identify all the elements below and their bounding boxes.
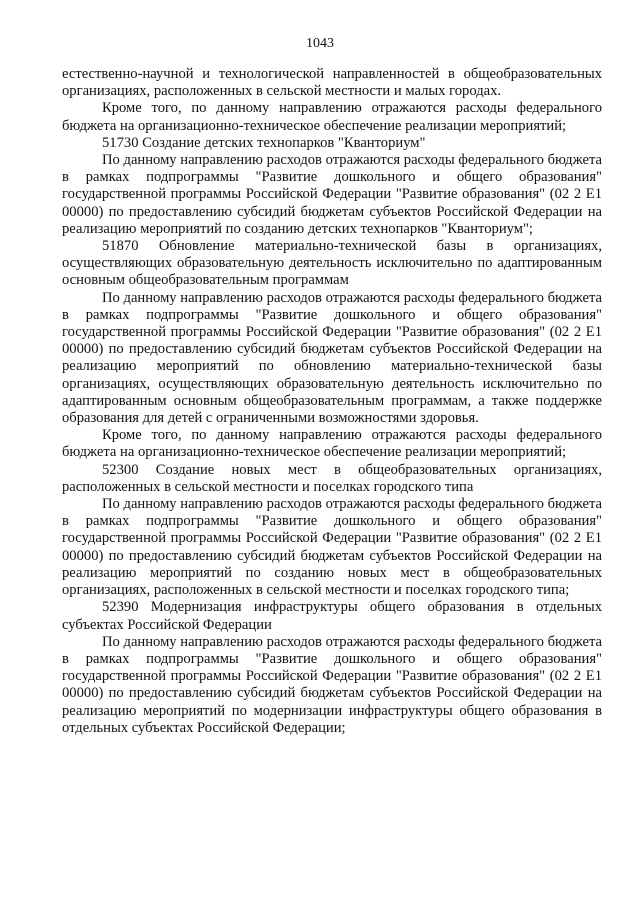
paragraph-51730-description: По данному направлению расходов отражаются расходы федерального бюджета в рамках подпрограммы "Развитие дошкольного и общего образования" государственной программы Российской Федерации "Развитие образования" (02 2 E1 00000) по предоставлению субсидий бюджетам субъектов Российской Федерации на реализацию мероприятий по созданию детских технопарков "Кванториум"; bbox=[62, 152, 602, 237]
page-number: 1043 bbox=[306, 36, 334, 51]
heading-52300: 52300 Создание новых мест в общеобразовательных организациях, расположенных в сельской местности и поселках городского типа bbox=[62, 461, 602, 495]
paragraph-52300-description: По данному направлению расходов отражаются расходы федерального бюджета в рамках подпрограммы "Развитие дошкольного и общего образования" государственной программы Российской Федерации "Развитие образования" (02 2 E1 00000) по предоставлению субсидий бюджетам субъектов Российской Федерации на реализацию мероприятий по созданию новых мест в общеобразовательных организациях, расположенных в сельской местности и поселках городского типа; bbox=[62, 496, 602, 599]
paragraph-51870-support-note: Кроме того, по данному направлению отражаются расходы федерального бюджета на организационно-техническое обеспечение реализации мероприятий; bbox=[62, 427, 602, 461]
heading-51870: 51870 Обновление материально-технической базы в организациях, осуществляющих образовательную деятельность исключительно по адаптированным основным общеобразовательным программам bbox=[62, 238, 602, 289]
paragraph-support-note: Кроме того, по данному направлению отражаются расходы федерального бюджета на организационно-техническое обеспечение реализации мероприятий; bbox=[62, 100, 602, 134]
heading-52390: 52390 Модернизация инфраструктуры общего образования в отдельных субъектах Российской Федерации bbox=[62, 599, 602, 633]
paragraph-continuation: естественно-научной и технологической направленностей в общеобразовательных организациях, расположенных в сельской местности и малых городах. bbox=[62, 66, 602, 100]
paragraph-52390-description: По данному направлению расходов отражаются расходы федерального бюджета в рамках подпрограммы "Развитие дошкольного и общего образования" государственной программы Российской Федерации "Развитие образования" (02 2 E1 00000) по предоставлению субсидий бюджетам субъектов Российской Федерации на реализацию мероприятий по модернизации инфраструктуры общего образования в отдельных субъектах Российской Федерации; bbox=[62, 633, 602, 736]
heading-51730: 51730 Создание детских технопарков "Кванториум" bbox=[102, 134, 426, 151]
document-body bbox=[62, 66, 602, 737]
paragraph-51870-description: По данному направлению расходов отражаются расходы федерального бюджета в рамках подпрограммы "Развитие дошкольного и общего образования" государственной программы Российской Федерации "Развитие образования" (02 2 E1 00000) по предоставлению субсидий бюджетам субъектов Российской Федерации на реализацию мероприятий по обновлению материально-технической базы организациях, осуществляющих образовательную деятельность исключительно по адаптированным основным общеобразовательным программам, а также поддержке образования для детей с ограниченными возможностями здоровья. bbox=[62, 289, 602, 427]
